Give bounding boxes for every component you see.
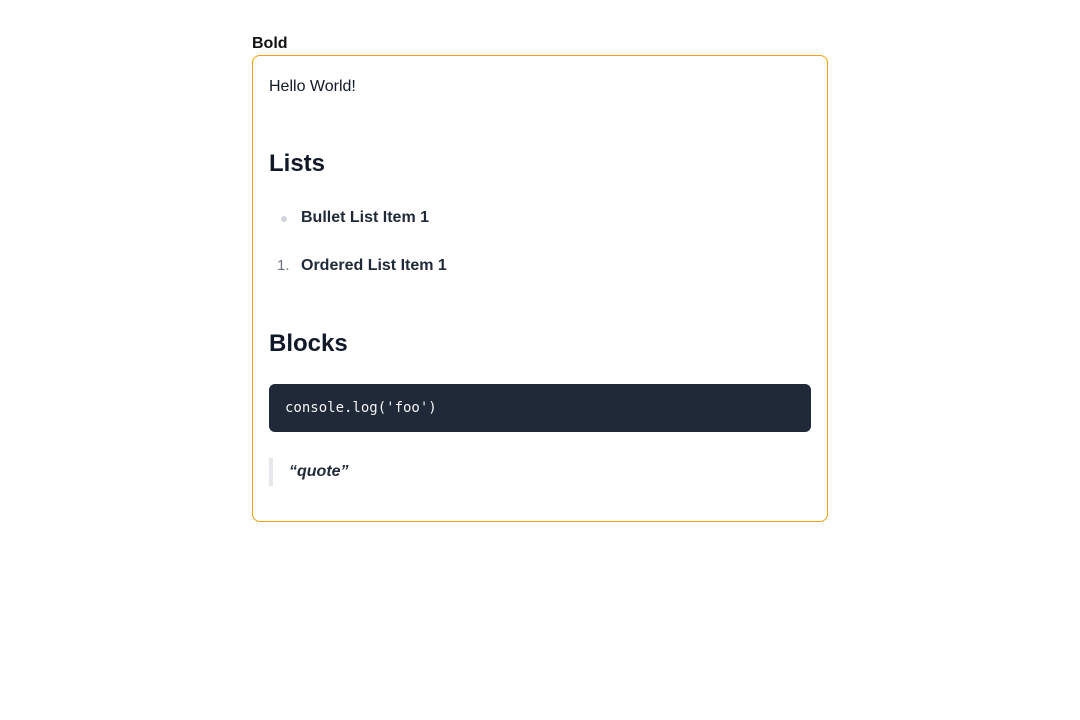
ordered-list-item[interactable]: Ordered List Item 1	[301, 257, 447, 274]
bullet-marker	[281, 216, 287, 222]
quote-text: “quote”	[289, 463, 349, 480]
ordered-marker: 1.	[277, 257, 290, 274]
heading-lists[interactable]: Lists	[269, 150, 326, 177]
code-text: console.log('foo')	[285, 400, 437, 416]
blockquote[interactable]	[269, 458, 349, 486]
paragraph-text[interactable]: Hello World!	[269, 78, 356, 95]
code-block[interactable]	[269, 384, 811, 432]
heading-blocks[interactable]: Blocks	[269, 330, 348, 357]
rich-text-editor[interactable]	[252, 55, 828, 522]
field-label: Bold	[252, 35, 288, 52]
bullet-list-item[interactable]: Bullet List Item 1	[301, 209, 430, 226]
editor-field	[252, 34, 828, 522]
